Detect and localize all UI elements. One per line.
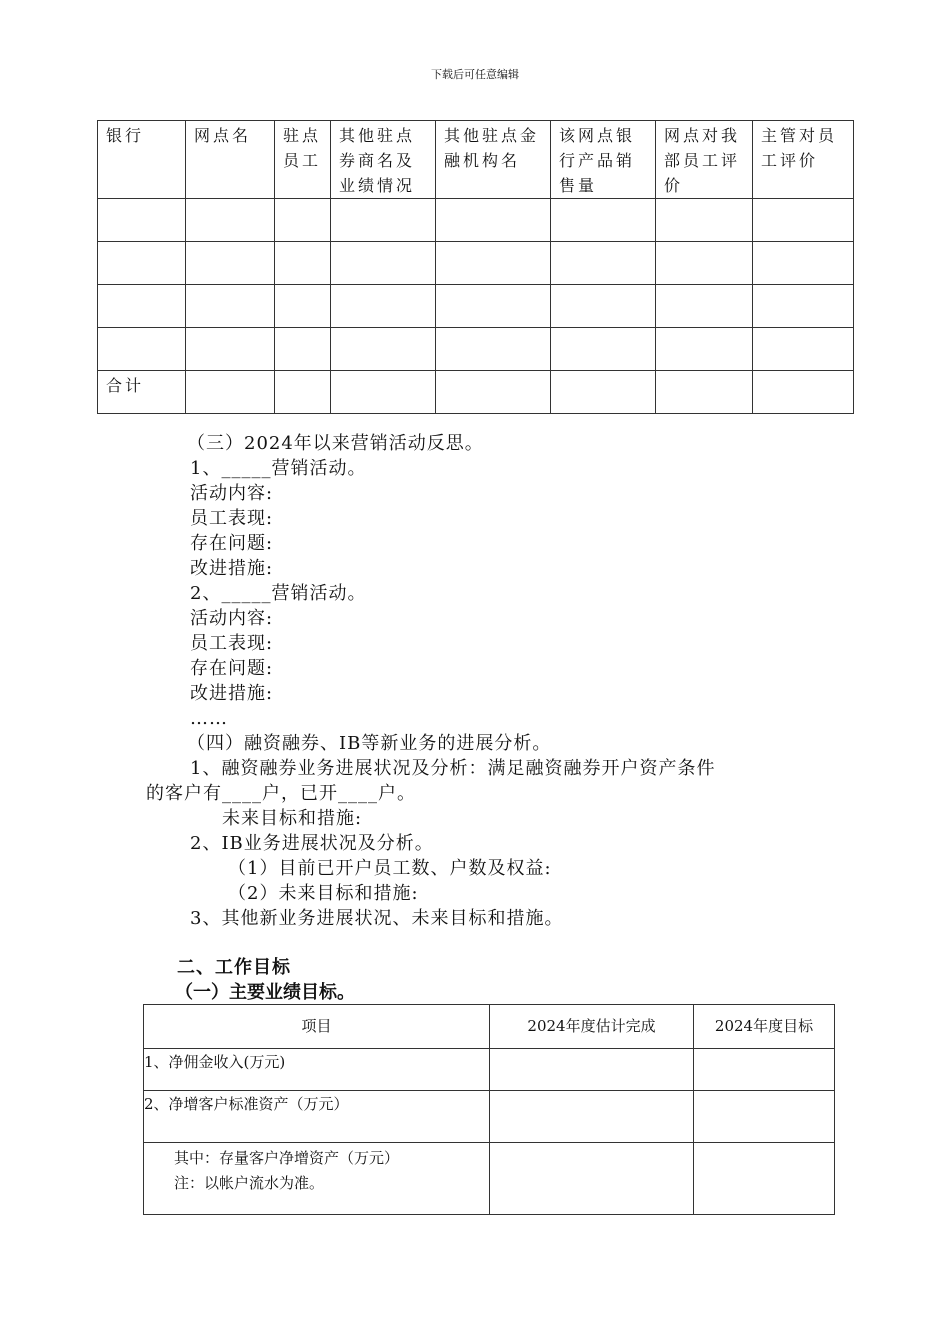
header-note: 下载后可任意编辑 xyxy=(431,68,519,81)
field-staff-performance: 员工表现: xyxy=(190,633,274,654)
table-row xyxy=(144,1091,835,1143)
col-header-item: 项目 xyxy=(144,1005,490,1049)
col-header-outlet-name: 网点名 xyxy=(186,121,275,199)
section4-item1-line2: 的客户有____户，已开____户。 xyxy=(146,783,416,804)
field-activity-content: 活动内容: xyxy=(190,483,274,504)
section4-item2-sub2: （2）未来目标和措施: xyxy=(228,883,419,904)
section4-item1-goal: 未来目标和措施: xyxy=(222,808,363,829)
field-problems: 存在问题: xyxy=(190,533,274,554)
bank-outlet-table xyxy=(97,120,854,414)
performance-target-table xyxy=(143,1004,835,1215)
table-row xyxy=(98,285,854,328)
section3-item2: 2、_____营销活动。 xyxy=(190,583,367,604)
col-header-bank: 银行 xyxy=(98,121,186,199)
row3-note: 注：以帐户流水为准。 xyxy=(174,1174,325,1192)
row-net-asset-increase: 2、净增客户标准资产（万元） xyxy=(144,1091,490,1143)
table-row xyxy=(98,328,854,371)
table-row xyxy=(144,1049,835,1091)
row3-line1: 其中：存量客户净增资产（万元） xyxy=(174,1149,400,1167)
part2-title: 二、工作目标 xyxy=(177,957,291,978)
field-problems: 存在问题: xyxy=(190,658,274,679)
table-header-row xyxy=(98,121,854,199)
section3-item1: 1、_____营销活动。 xyxy=(190,458,367,479)
section4-item3: 3、其他新业务进展状况、未来目标和措施。 xyxy=(190,908,564,929)
row-existing-client-assets xyxy=(144,1143,490,1215)
total-label: 合计 xyxy=(98,371,186,414)
field-staff-performance: 员工表现: xyxy=(190,508,274,529)
section4-item2: 2、IB业务进展状况及分析。 xyxy=(190,833,434,854)
table-row xyxy=(98,242,854,285)
table-row xyxy=(144,1143,835,1215)
total-row xyxy=(98,371,854,414)
field-activity-content: 活动内容: xyxy=(190,608,274,629)
col-header-target: 2024年度目标 xyxy=(694,1005,835,1049)
section4-item2-sub1: （1）目前已开户员工数、户数及权益: xyxy=(228,858,552,879)
col-header-outlet-review: 网点对我部员工评价 xyxy=(656,121,753,199)
section4-title: （四）融资融券、IB等新业务的进展分析。 xyxy=(187,733,552,754)
col-header-stationed-staff: 驻点员工 xyxy=(275,121,331,199)
part2-subtitle: （一）主要业绩目标。 xyxy=(175,982,355,1003)
col-header-other-brokers: 其他驻点券商名及业绩情况 xyxy=(331,121,436,199)
section3-title: （三）2024年以来营销活动反思。 xyxy=(187,433,484,454)
table-header-row xyxy=(144,1005,835,1049)
col-header-product-sales: 该网点银行产品销售量 xyxy=(551,121,656,199)
ellipsis: …… xyxy=(190,708,228,729)
col-header-estimated: 2024年度估计完成 xyxy=(490,1005,694,1049)
field-improvements: 改进措施: xyxy=(190,558,274,579)
row-net-commission: 1、净佣金收入(万元) xyxy=(144,1049,490,1091)
field-improvements: 改进措施: xyxy=(190,683,274,704)
col-header-manager-review: 主管对员工评价 xyxy=(753,121,854,199)
col-header-other-institutions: 其他驻点金融机构名 xyxy=(436,121,551,199)
section4-item1-line1: 1、融资融券业务进展状况及分析：满足融资融券开户资产条件 xyxy=(190,758,716,779)
table-row xyxy=(98,199,854,242)
